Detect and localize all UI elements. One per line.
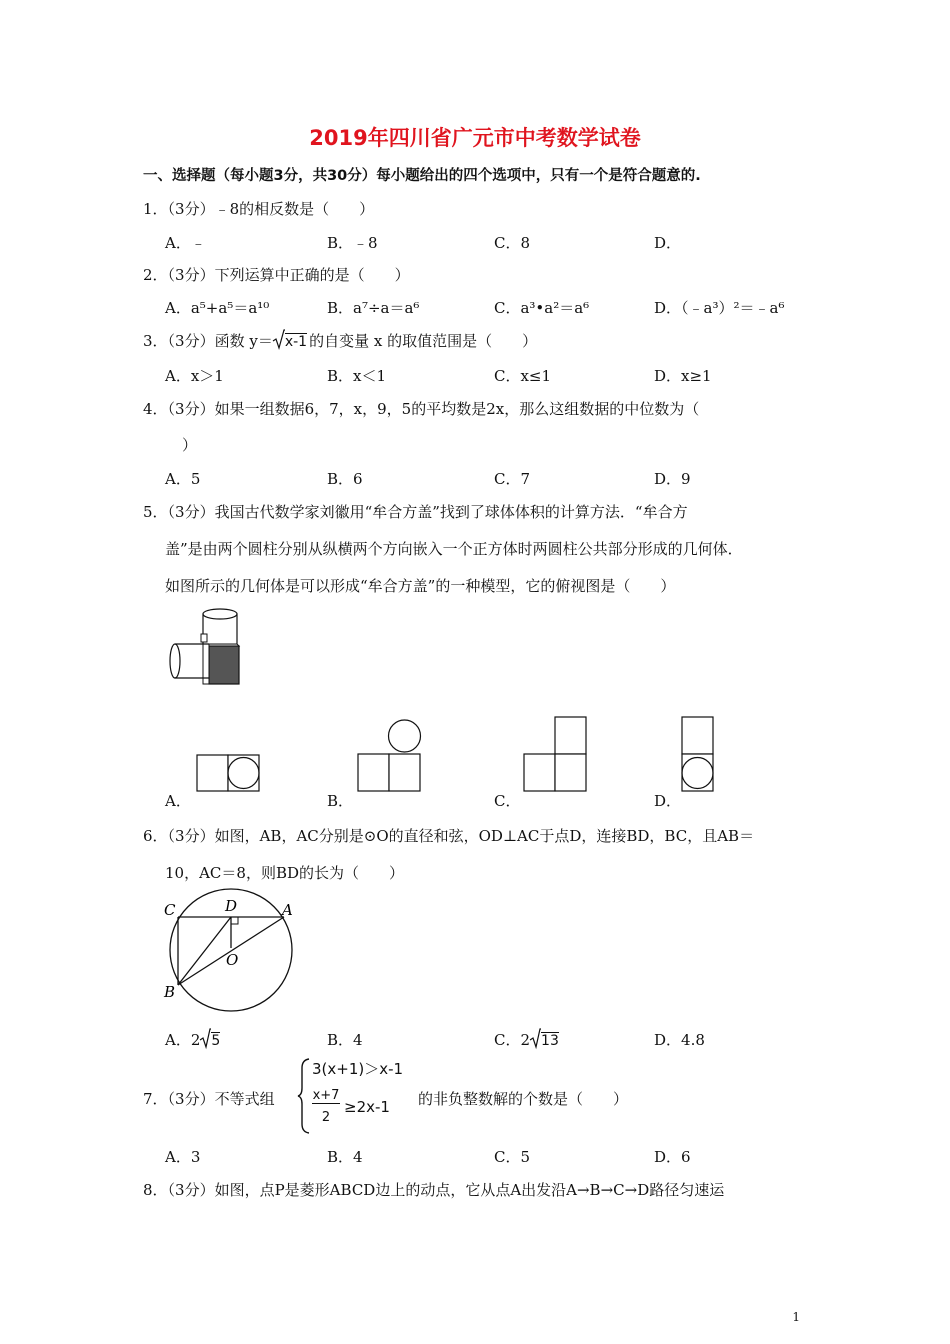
q7-brace <box>297 1058 311 1134</box>
q5-option-b-figure <box>357 716 427 796</box>
page-title: 2019年四川省广元市中考数学试卷 <box>309 126 641 150</box>
q6-circle-figure <box>160 895 300 1005</box>
q3-stem-prefix: 3．（3分）函数 y＝ <box>143 332 273 350</box>
q3-stem-suffix: 的自变量 x 的取值范围是（ ） <box>309 332 538 350</box>
q1-option-a: A．﹣ <box>165 234 206 252</box>
question-3-stem <box>143 330 537 351</box>
q3-option-c: C．x≤1 <box>494 367 552 385</box>
q6-option-c <box>494 1029 559 1050</box>
q5-option-d-figure <box>681 716 721 796</box>
q1-option-c: C．8 <box>494 234 531 252</box>
question-5-line-3: 如图所示的几何体是可以形成“牟合方盖”的一种模型，它的俯视图是（ ） <box>165 577 676 595</box>
question-4-stem-cont: ） <box>182 436 198 454</box>
q4-option-a: A．5 <box>165 470 201 488</box>
q5-solid-figure <box>165 606 245 686</box>
q6-option-c-label: C．2 <box>494 1031 531 1049</box>
q7-option-d: D．6 <box>654 1148 691 1166</box>
q7-inequality-2-rhs: ≥2x-1 <box>344 1098 390 1116</box>
q2-option-a: A．a⁵+a⁵＝a¹⁰ <box>165 299 270 317</box>
q7-inequality-1: 3(x+1)＞x-1 <box>312 1060 404 1078</box>
q6-option-a <box>165 1029 220 1050</box>
q5-option-a-figure <box>196 754 266 794</box>
page-number: 1 <box>792 1310 800 1324</box>
q1-option-b: B．﹣8 <box>327 234 378 252</box>
q6-option-c-radicand: 13 <box>541 1033 559 1049</box>
q6-label-a: A <box>282 901 293 919</box>
q3-option-a: A．x＞1 <box>165 367 224 385</box>
question-7-suffix: 的非负整数解的个数是（ ） <box>418 1090 629 1108</box>
section-heading: 一、选择题（每小题3分，共30分）每小题给出的四个选项中，只有一个是符合题意的. <box>143 168 701 184</box>
q7-option-b: B．4 <box>327 1148 363 1166</box>
q5-option-c: C． <box>494 792 521 810</box>
q2-option-d: D．（﹣a³）²＝﹣a⁶ <box>654 299 785 317</box>
q4-option-d: D．9 <box>654 470 691 488</box>
q2-option-c: C．a³•a²＝a⁶ <box>494 299 590 317</box>
q6-label-d: D <box>225 897 238 915</box>
question-6-line-1: 6．（3分）如图，AB，AC分别是⊙O的直径和弦，OD⊥AC于点D，连接BD，BC，且AB＝ <box>143 827 755 845</box>
q1-option-d: D． <box>654 234 682 252</box>
q5-option-b: B． <box>327 792 354 810</box>
question-7-prefix: 7．（3分）不等式组 <box>143 1090 275 1108</box>
question-5-line-1: 5．（3分）我国古代数学家刘徽用“牟合方盖”找到了球体体积的计算方法．“牟合方 <box>143 503 688 521</box>
question-4-stem: 4．（3分）如果一组数据6，7，x，9，5的平均数是2x，那么这组数据的中位数为（ <box>143 400 700 418</box>
question-5-line-2: 盖”是由两个圆柱分别从纵横两个方向嵌入一个正方体时两圆柱公共部分形成的几何体． <box>165 540 743 558</box>
q2-option-b: B．a⁷÷a＝a⁶ <box>327 299 420 317</box>
question-2-stem: 2．（3分）下列运算中正确的是（ ） <box>143 266 410 284</box>
q3-option-d: D．x≥1 <box>654 367 712 385</box>
q6-option-a-radicand: 5 <box>211 1033 221 1049</box>
q6-option-b: B．4 <box>327 1031 363 1049</box>
question-6-line-2: 10，AC＝8，则BD的长为（ ） <box>165 864 404 882</box>
q3-sqrt <box>273 332 307 350</box>
q5-option-c-figure <box>523 716 593 796</box>
q6-option-a-sqrt <box>200 1031 220 1049</box>
q6-option-d: D．4.8 <box>654 1031 705 1049</box>
q6-label-c: C <box>164 901 176 919</box>
q3-radicand: x-1 <box>284 334 308 350</box>
q4-option-c: C．7 <box>494 470 531 488</box>
q4-option-b: B．6 <box>327 470 363 488</box>
question-1-stem: 1．（3分）﹣8的相反数是（ ） <box>143 200 375 218</box>
q7-option-c: C．5 <box>494 1148 531 1166</box>
q5-option-a: A． <box>165 792 191 810</box>
q3-option-b: B．x＜1 <box>327 367 387 385</box>
q7-fraction-numerator: x+7 <box>312 1088 340 1103</box>
q5-option-d: D． <box>654 792 682 810</box>
q6-label-o: O <box>226 951 239 969</box>
q6-option-c-sqrt <box>530 1031 559 1049</box>
q7-option-a: A．3 <box>165 1148 201 1166</box>
q6-option-a-label: A．2 <box>165 1031 201 1049</box>
question-8-stem: 8．（3分）如图，点P是菱形ABCD边上的动点，它从点A出发沿A→B→C→D路径匀速运 <box>143 1181 725 1199</box>
q6-label-b: B <box>164 983 176 1001</box>
q7-fraction-denominator: 2 <box>321 1110 331 1125</box>
